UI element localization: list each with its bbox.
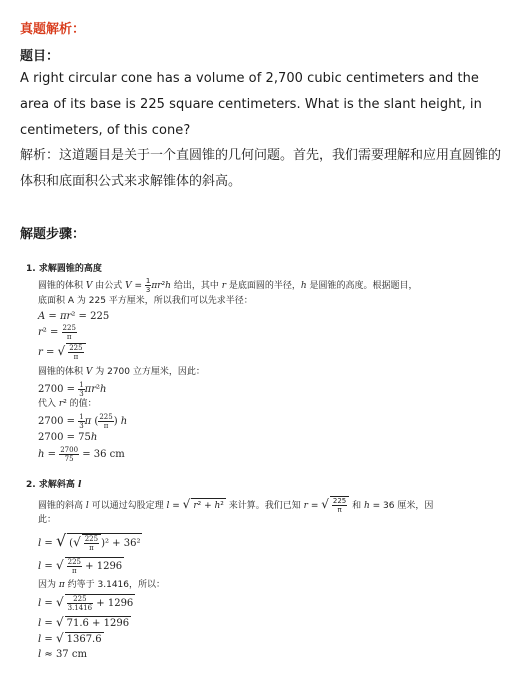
- equation: r² = $\frac{225}{\pi}$: [38, 324, 76, 341]
- step-line: 此：: [38, 515, 57, 525]
- equation: h = $\frac{2700}{75}$ = 36 cm: [38, 446, 125, 463]
- analysis-text: 解析：这道题目是关于一个直圆锥的几何问题。首先，我们需要理解和应用直圆锥的体积和底面积公式来求解锥体的斜高。: [20, 148, 502, 189]
- equation: r = √ $\frac{225}{\pi}$: [38, 343, 86, 361]
- equation: l = √ 71.6 + 1296: [38, 615, 130, 629]
- section-title: 真题解析：: [20, 22, 86, 37]
- equation: l = √ 1367.6: [38, 631, 102, 645]
- step-heading: 1. 求解圆锥的高度: [26, 264, 102, 274]
- question-label: 题目：: [20, 49, 60, 64]
- step-line: 圆锥的体积 V 为 2700 立方厘米，因此：: [38, 367, 205, 377]
- formula-line: 圆锥的体积 V 由公式 V = $\frac{1}{3}$ πr²h 给出，其中 r 是底面圆的半径，h 是圆锥的高度。根据题目，: [38, 277, 418, 294]
- step-line: 代入 r² 的值：: [38, 399, 97, 409]
- steps-label: 解题步骤：: [20, 227, 86, 242]
- formula-line: 圆锥的斜高 l 可以通过勾股定理 l = √ r² + h² 来计算。我们已知 r = √ $\frac{225}{\pi}$ 和 h = 36 厘米，因: [38, 497, 434, 514]
- step-heading: 2. 求解斜高 l: [26, 480, 82, 490]
- equation: l = √ $\frac{225}{3.1416}$ + 1296: [38, 595, 134, 612]
- equation: 2700 = 75h: [38, 432, 98, 443]
- equation: l ≈ 37 cm: [38, 649, 87, 660]
- equation: 2700 = $\frac{1}{3}$ πr²h: [38, 381, 107, 398]
- equation: A = πr² = 225: [38, 311, 110, 322]
- step-line: 底面积 A 为 225 平方厘米，所以我们可以先求半径：: [38, 296, 253, 306]
- step-line: 因为 π 约等于 3.1416，所以：: [38, 580, 166, 590]
- question-text: A right circular cone has a volume of 2,700 cubic centimeters and the area of its base is 225 square centimeters. What is the slant height, in centimeters, of this cone?: [20, 71, 482, 138]
- equation: l = √ (√ $\frac{225}{\pi}$ )² + 36²: [38, 531, 141, 552]
- equation: 2700 = $\frac{1}{3}$ π ( $\frac{225}{\pi}$ ) h: [38, 413, 128, 430]
- equation: l = √ $\frac{225}{\pi}$ + 1296: [38, 558, 123, 575]
